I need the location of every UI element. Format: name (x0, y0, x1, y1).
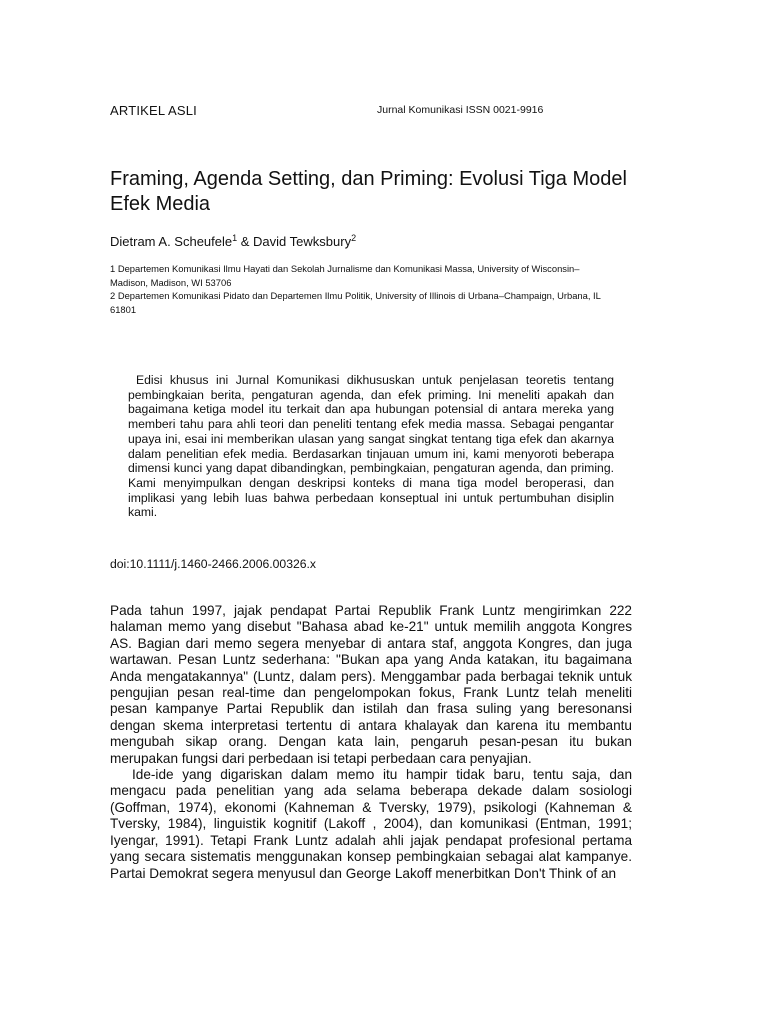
affiliation: 2 Departemen Komunikasi Pidato dan Departemen Ilmu Politik, University of Illinois di Urbana–Champaign, Urbana, IL 61801 (110, 290, 601, 315)
author-name: Dietram A. Scheufele (110, 234, 233, 249)
affiliation: 1 Departemen Komunikasi Ilmu Hayati dan Sekolah Jurnalisme dan Komunikasi Massa, University of Wisconsin–Madison, Madison, WI 53706 (110, 263, 580, 288)
journal-info: Jurnal Komunikasi ISSN 0021-9916 (377, 104, 544, 116)
doi: doi:10.1111/j.1460-2466.2006.00326.x (110, 557, 317, 571)
author-line (110, 234, 356, 249)
affiliations (110, 262, 610, 316)
paragraph: Pada tahun 1997, jajak pendapat Partai Republik Frank Luntz mengirimkan 222 halaman memo yang disebut "Bahasa abad ke-21" untuk memilih anggota Kongres AS. Bagian dari memo segera menyebar di antara staf, anggota Kongres, dan juga wartawan. Pesan Luntz sederhana: "Bukan apa yang Anda katakan, itu bagaimana Anda mengatakannya" (Luntz, dalam pers). Menggambar pada berbagai teknik untuk pengujian pesan real-time dan pengelompokan fokus, Frank Luntz telah meneliti pesan kampanye Partai Republik dan istilah dan frasa suling yang beresonansi dengan skema interpretasi tertentu di antara khalayak dan karena itu membantu mengubah sikap orang. Dengan kata lain, pengaruh pesan-pesan itu bukan merupakan fungsi dari perbedaan isi tetapi perbedaan cara penyajian. (110, 603, 632, 766)
abstract: Edisi khusus ini Jurnal Komunikasi dikhususkan untuk penjelasan teoretis tentang pembingkaian berita, pengaturan agenda, dan efek priming. Ini meneliti apakah dan bagaimana ketiga model itu terkait dan apa hubungan potensial di antara mereka yang memberi tahu para ahli teori dan peneliti tentang efek media massa. Sebagai pengantar upaya ini, esai ini memberikan ulasan yang sangat singkat tentang tiga efek dan akarnya dalam penelitian efek media. Berdasarkan tinjauan umum ini, kami menyoroti beberapa dimensi kunci yang dapat dibandingkan, pembingkaian, pengaturan agenda, dan priming. Kami menyimpulkan dengan deskripsi konteks di mana tiga model beroperasi, dan implikasi yang lebih luas bahwa perbedaan konseptual ini untuk pertumbuhan disiplin kami. (128, 373, 614, 520)
article-title: Framing, Agenda Setting, dan Priming: Evolusi Tiga Model Efek Media (110, 168, 627, 215)
body-text (110, 603, 632, 882)
author-affil-sup: 1 (232, 233, 238, 243)
author-affil-sup: 2 (351, 233, 357, 243)
section-label: ARTIKEL ASLI (110, 103, 197, 118)
paragraph: Ide-ide yang digariskan dalam memo itu hampir tidak baru, tentu saja, dan mengacu pada penelitian yang ada selama beberapa dekade dalam sosiologi (Goffman, 1974), ekonomi (Kahneman & Tversky, 1979), psikologi (Kahneman & Tversky, 1984), linguistik kognitif (Lakoff , 2004), dan komunikasi (Entman, 1991; Iyengar, 1991). Tetapi Frank Luntz adalah ahli jajak pendapat profesional pertama yang secara sistematis menggunakan konsep pembingkaian sebagai alat kampanye. Partai Demokrat segera menyusul dan George Lakoff menerbitkan Don't Think of an (110, 767, 632, 881)
author-separator: & (237, 234, 254, 249)
author-name: David Tewksbury (253, 234, 352, 249)
